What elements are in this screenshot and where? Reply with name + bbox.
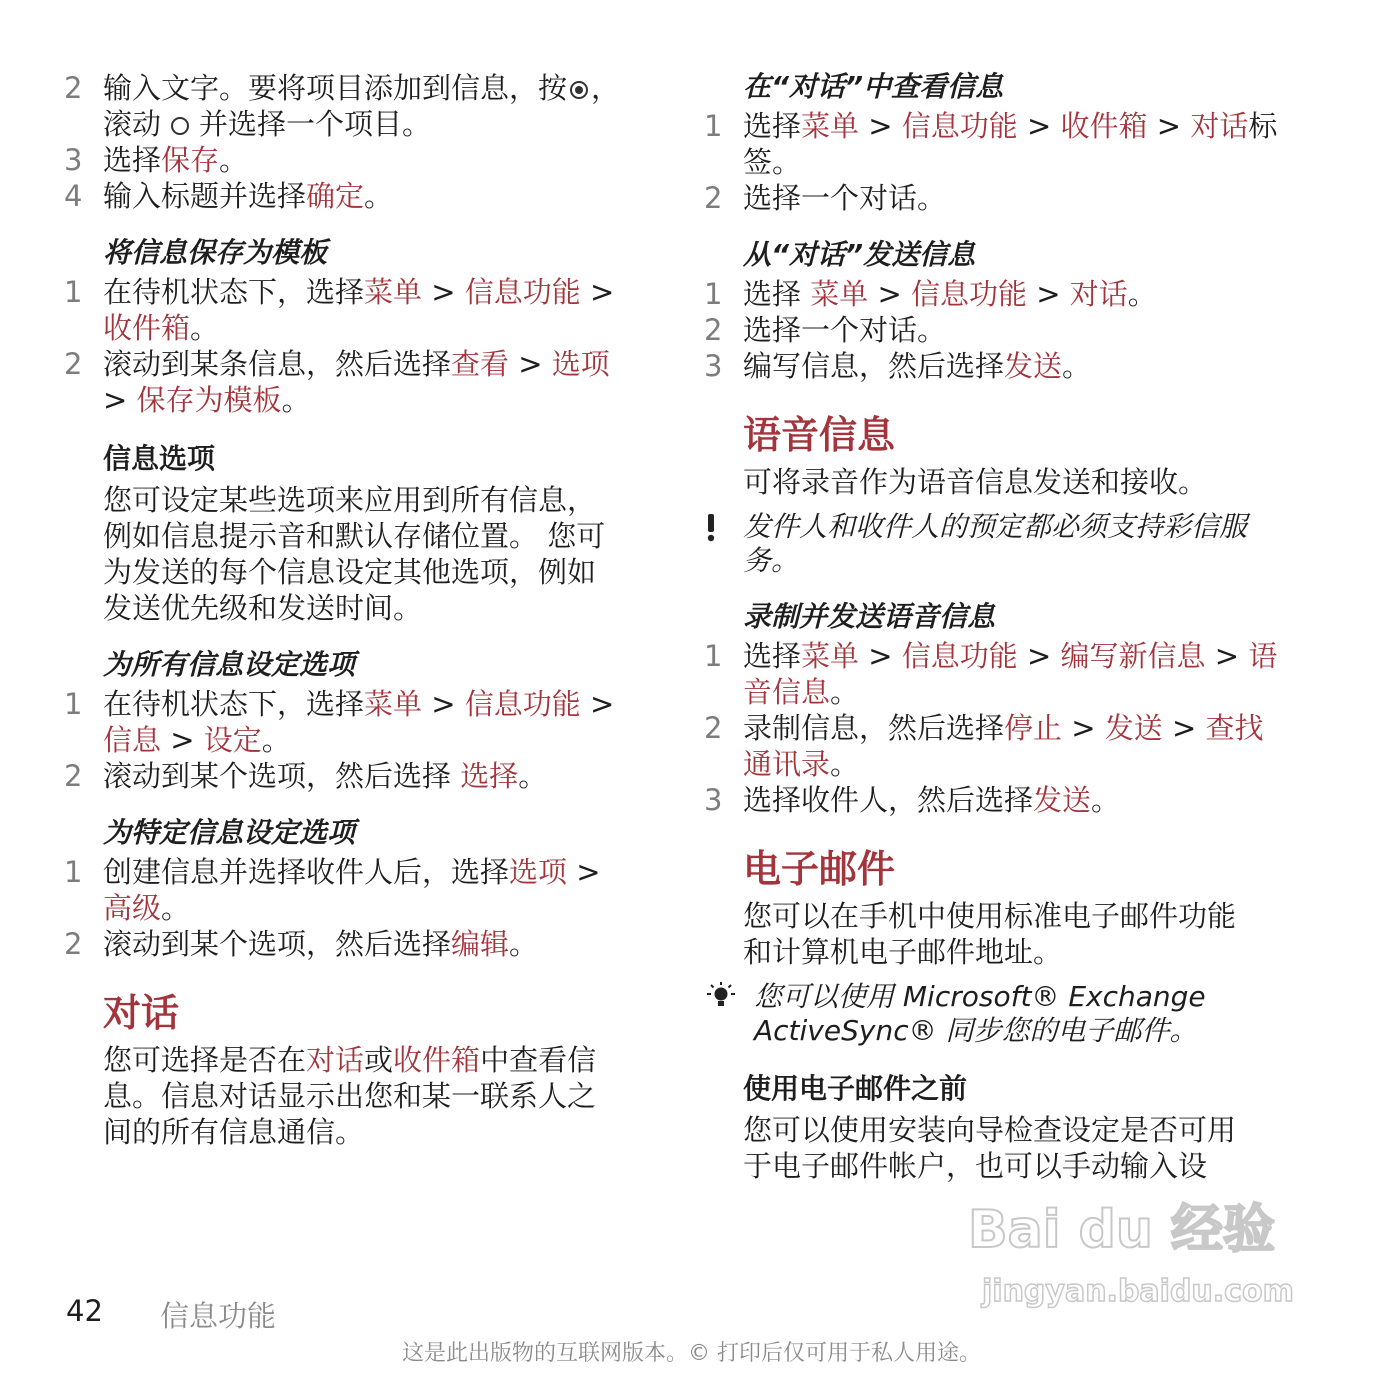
right-column — [704, 48, 1304, 1184]
menu-link[interactable]: 保存为模板 — [136, 383, 282, 417]
step-item: 2 录制信息，然后选择停止 > 发送 > 查找 通讯录。 — [704, 711, 1264, 781]
menu-link[interactable]: 菜单 — [364, 687, 423, 721]
section-subtitle: 在“对话”中查看信息 — [743, 70, 1004, 103]
step-number: 2 — [64, 71, 83, 105]
menu-link[interactable]: 收件箱 — [1060, 109, 1148, 143]
menu-link[interactable]: 查看 — [451, 347, 510, 381]
menu-link[interactable]: 发送 — [1104, 711, 1163, 745]
section-subtitle: 为特定信息设定选项 — [103, 816, 356, 849]
step-item: 3 选择收件人，然后选择发送。 — [704, 783, 1121, 817]
menu-link[interactable]: 设定 — [203, 723, 262, 757]
exclamation-icon — [704, 510, 743, 578]
menu-link[interactable]: 保存 — [161, 143, 220, 177]
section-subtitle: 将信息保存为模板 — [103, 236, 328, 269]
paragraph: 可将录音作为语音信息发送和接收。 — [743, 465, 1208, 499]
menu-link[interactable]: 音信息 — [743, 675, 831, 709]
menu-link[interactable]: 收件箱 — [103, 311, 191, 345]
paragraph: 您可以使用安装向导检查设定是否可用 于电子邮件帐户，也可以手动输入设 — [743, 1113, 1237, 1183]
section-heading: 信息选项 — [103, 442, 216, 475]
section-heading: 语音信息 — [743, 413, 896, 457]
step-item: 1 选择 菜单 > 信息功能 > 对话。 — [704, 277, 1157, 311]
menu-link[interactable]: 信息功能 — [910, 277, 1027, 311]
menu-link[interactable]: 查找 — [1205, 711, 1264, 745]
step-item: 1 选择菜单 > 信息功能 > 编写新信息 > 语 音信息。 — [704, 639, 1278, 709]
step-item: 2 滚动到某个选项，然后选择编辑。 — [64, 927, 539, 961]
step-item: 4 输入标题并选择确定。 — [64, 179, 394, 213]
step-item: 1 在待机状态下，选择菜单 > 信息功能 > 收件箱。 — [64, 275, 615, 345]
lightbulb-icon — [704, 980, 754, 1048]
menu-link[interactable]: 编辑 — [451, 927, 510, 961]
menu-link[interactable]: 菜单 — [364, 275, 423, 309]
step-item: 3 编写信息，然后选择发送。 — [704, 349, 1092, 383]
menu-link[interactable]: 选项 — [551, 347, 610, 381]
step-item: 1 选择菜单 > 信息功能 > 收件箱 > 对话标 签。 — [704, 109, 1278, 179]
menu-link[interactable]: 语 — [1248, 639, 1278, 673]
menu-link[interactable]: 对话 — [1069, 277, 1128, 311]
menu-link[interactable]: 信息功能 — [464, 275, 581, 309]
step-item: 2 选择一个对话。 — [704, 181, 947, 215]
menu-link[interactable]: 通讯录 — [743, 747, 831, 781]
menu-link[interactable]: 编写新信息 — [1060, 639, 1206, 673]
tip-note: 您可以使用 Microsoft® Exchange ActiveSync® 同步您的电子邮件。 — [704, 980, 1304, 1048]
paragraph: 您可以在手机中使用标准电子邮件功能 和计算机电子邮件地址。 — [743, 899, 1237, 969]
section-subtitle: 录制并发送语音信息 — [743, 600, 996, 633]
watermark-brand: Bai du 经验 — [968, 1200, 1275, 1260]
footer-section-title: 信息功能 — [160, 1299, 277, 1333]
left-column — [64, 70, 664, 1150]
menu-link[interactable]: 信息 — [103, 723, 162, 757]
paragraph: 您可设定某些选项来应用到所有信息， 例如信息提示音和默认存储位置。 您可 为发送的每个信息设定其他选项，例如 发送优先级和发送时间。 — [103, 483, 606, 625]
step-item: 1 创建信息并选择收件人后，选择选项 > 高级。 — [64, 855, 601, 925]
menu-link[interactable]: 信息功能 — [901, 109, 1018, 143]
menu-link[interactable]: 发送 — [1033, 783, 1092, 817]
menu-link[interactable]: 收件箱 — [393, 1043, 481, 1077]
warning-note: 发件人和收件人的预定都必须支持彩信服 务。 — [704, 510, 1304, 578]
baidu-watermark — [968, 1200, 1308, 1320]
menu-link[interactable]: 对话 — [1190, 109, 1249, 143]
menu-link[interactable]: 菜单 — [801, 109, 860, 143]
menu-link[interactable]: 选项 — [509, 855, 568, 889]
menu-link[interactable]: 信息功能 — [464, 687, 581, 721]
section-subtitle: 从“对话”发送信息 — [743, 238, 976, 271]
menu-link[interactable]: 高级 — [103, 891, 162, 925]
menu-link[interactable]: 发送 — [1004, 349, 1063, 383]
menu-link[interactable]: 对话 — [306, 1043, 365, 1077]
step-item: 2 输入文字。要将项目添加到信息，按 ， 滚动 并选择一个项目。 — [64, 71, 621, 141]
joystick-icon — [570, 81, 588, 99]
menu-link[interactable]: 停止 — [1004, 711, 1063, 745]
paragraph: 您可选择是否在对话或收件箱中查看信 息。信息对话显示出您和某一联系人之 间的所有信息通信。 — [103, 1043, 597, 1149]
page-number: 42 — [66, 1294, 103, 1328]
section-heading: 电子邮件 — [743, 847, 896, 891]
step-item: 3 选择保存。 — [64, 143, 249, 177]
navigation-key-icon — [171, 117, 189, 135]
footer-notice: 这是此出版物的互联网版本。© 打印后仅可用于私人用途。 — [402, 1341, 981, 1366]
menu-link[interactable]: 选择 — [460, 759, 519, 793]
step-item: 2 滚动到某条信息，然后选择查看 > 选项 > 保存为模板。 — [64, 347, 610, 417]
menu-link[interactable]: 菜单 — [810, 277, 869, 311]
section-heading: 使用电子邮件之前 — [743, 1072, 968, 1105]
step-item: 2 滚动到某个选项，然后选择 选择。 — [64, 759, 548, 793]
step-item: 1 在待机状态下，选择菜单 > 信息功能 > 信息 > 设定。 — [64, 687, 615, 757]
watermark-url: jingyan.baidu.com — [982, 1274, 1294, 1309]
menu-link[interactable]: 菜单 — [801, 639, 860, 673]
menu-link[interactable]: 确定 — [306, 179, 365, 213]
step-item: 2 选择一个对话。 — [704, 313, 947, 347]
section-heading: 对话 — [103, 991, 180, 1035]
section-subtitle: 为所有信息设定选项 — [103, 648, 356, 681]
menu-link[interactable]: 信息功能 — [901, 639, 1018, 673]
